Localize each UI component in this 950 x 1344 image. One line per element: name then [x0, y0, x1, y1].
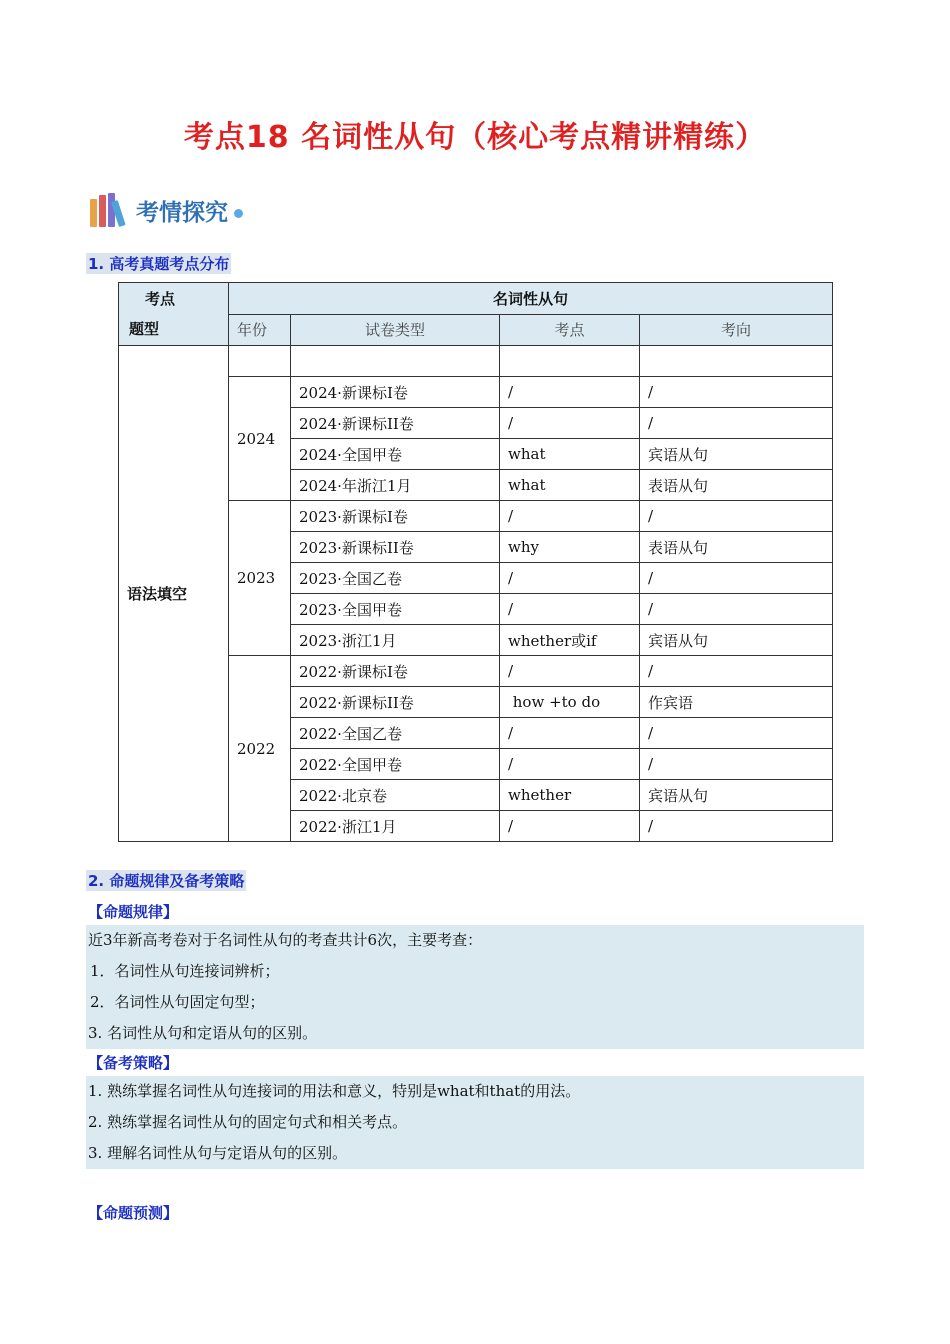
- strategy-block: [86, 1076, 864, 1169]
- direction-cell: /: [640, 408, 833, 439]
- paper-cell: 2022·全国甲卷: [291, 749, 500, 780]
- direction-cell: 宾语从句: [640, 439, 833, 470]
- point-cell: whether或if: [500, 625, 640, 656]
- point-cell: /: [500, 811, 640, 842]
- book-spine: [99, 195, 106, 227]
- direction-cell: 作宾语: [640, 687, 833, 718]
- paper-cell: 2022·新课标II卷: [291, 687, 500, 718]
- point-cell: /: [500, 377, 640, 408]
- section-1-heading: 1. 高考真题考点分布: [88, 255, 230, 273]
- point-cell: /: [500, 718, 640, 749]
- paper-cell: 2023·全国甲卷: [291, 594, 500, 625]
- main-header-cell: 名词性从句: [229, 283, 833, 315]
- strategy-label: 【备考策略】: [88, 1054, 179, 1072]
- direction-cell: /: [640, 656, 833, 687]
- direction-cell: /: [640, 563, 833, 594]
- sub-header-paper: 试卷类型: [291, 314, 500, 346]
- paper-cell: 2024·新课标I卷: [291, 377, 500, 408]
- direction-cell: 宾语从句: [640, 625, 833, 656]
- paper-cell: 2022·新课标I卷: [291, 656, 500, 687]
- paper-cell: 2024·年浙江1月: [291, 470, 500, 501]
- direction-cell: /: [640, 718, 833, 749]
- point-cell: /: [500, 501, 640, 532]
- direction-cell: /: [640, 377, 833, 408]
- point-cell: /: [500, 408, 640, 439]
- corner-bottom-label: 题型: [129, 320, 160, 338]
- rules-block: [86, 925, 864, 1049]
- direction-cell: 宾语从句: [640, 780, 833, 811]
- point-cell: how +to do: [500, 687, 640, 718]
- paper-cell: 2023·全国乙卷: [291, 563, 500, 594]
- corner-top-label: 考点: [145, 290, 176, 308]
- direction-cell: /: [640, 594, 833, 625]
- paper-cell: 2022·北京卷: [291, 780, 500, 811]
- paper-cell: 2022·浙江1月: [291, 811, 500, 842]
- direction-cell: /: [640, 749, 833, 780]
- dot-icon: [234, 209, 243, 218]
- empty-cell: [229, 346, 291, 377]
- strategy-line: 2. 熟练掌握名词性从句的固定句式和相关考点。: [88, 1113, 408, 1131]
- question-type-cell: 语法填空: [119, 346, 229, 842]
- point-cell: what: [500, 439, 640, 470]
- section-banner: [90, 190, 243, 230]
- point-cell: /: [500, 563, 640, 594]
- paper-cell: 2022·全国乙卷: [291, 718, 500, 749]
- section-2-heading: 2. 命题规律及备考策略: [88, 872, 245, 890]
- paper-cell: 2024·全国甲卷: [291, 439, 500, 470]
- table-row: [119, 346, 833, 377]
- paper-cell: 2023·浙江1月: [291, 625, 500, 656]
- point-cell: /: [500, 749, 640, 780]
- direction-cell: 表语从句: [640, 470, 833, 501]
- rules-line: 1．名词性从句连接词辨析；: [90, 962, 280, 980]
- point-cell: whether: [500, 780, 640, 811]
- direction-cell: /: [640, 501, 833, 532]
- direction-cell: 表语从句: [640, 532, 833, 563]
- sub-header-point: 考点: [500, 314, 640, 346]
- page-title: 考点18 名词性从句（核心考点精讲精练）: [183, 120, 767, 155]
- banner-label: 考情探究: [136, 199, 228, 226]
- strategy-line: 1. 熟练掌握名词性从句连接词的用法和意义，特别是what和that的用法。: [88, 1082, 581, 1100]
- table-corner-cell: [119, 283, 229, 346]
- prediction-label: 【命题预测】: [88, 1204, 179, 1222]
- year-cell: 2022: [229, 656, 291, 842]
- sub-header-year: 年份: [229, 314, 291, 346]
- sub-header-direction: 考向: [640, 314, 833, 346]
- rules-line: 3. 名词性从句和定语从句的区别。: [88, 1024, 318, 1042]
- rules-line: 近3年新高考卷对于名词性从句的考查共计6次，主要考查：: [88, 931, 483, 949]
- point-cell: /: [500, 656, 640, 687]
- empty-cell: [291, 346, 500, 377]
- year-cell: 2023: [229, 501, 291, 656]
- books-icon: [90, 193, 128, 227]
- empty-cell: [640, 346, 833, 377]
- empty-cell: [500, 346, 640, 377]
- point-cell: what: [500, 470, 640, 501]
- point-cell: why: [500, 532, 640, 563]
- point-cell: /: [500, 594, 640, 625]
- year-cell: 2024: [229, 377, 291, 501]
- direction-cell: /: [640, 811, 833, 842]
- paper-cell: 2024·新课标II卷: [291, 408, 500, 439]
- paper-cell: 2023·新课标I卷: [291, 501, 500, 532]
- paper-cell: 2023·新课标II卷: [291, 532, 500, 563]
- rules-label: 【命题规律】: [88, 903, 179, 921]
- rules-line: 2．名词性从句固定句型；: [90, 993, 265, 1011]
- strategy-line: 3. 理解名词性从句与定语从句的区别。: [88, 1144, 348, 1162]
- exam-distribution-table: [118, 282, 833, 842]
- book-spine: [90, 199, 97, 227]
